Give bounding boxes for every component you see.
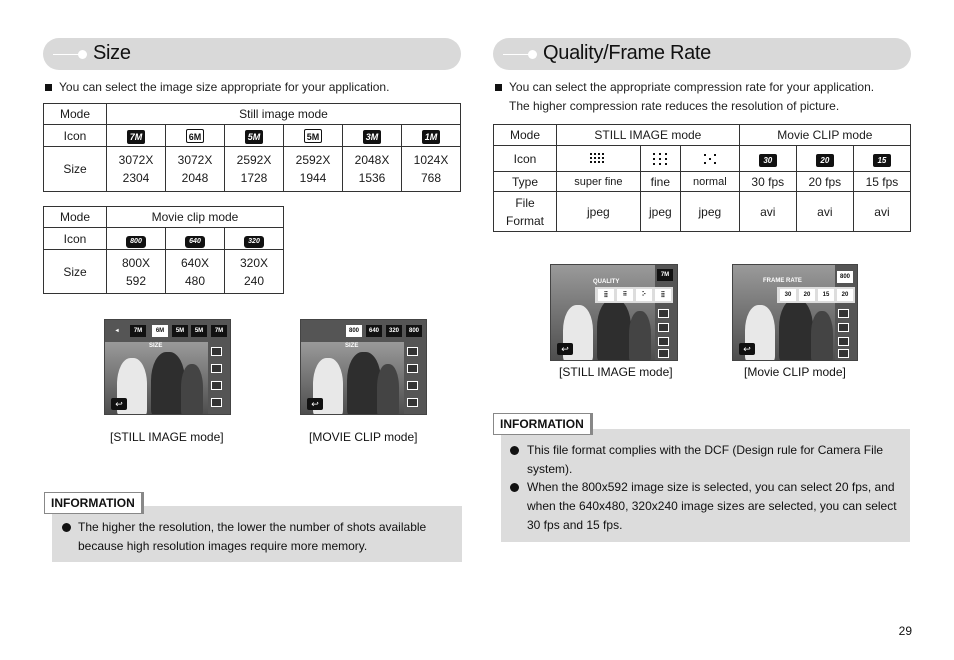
page-title-size: Size <box>93 42 131 64</box>
table-cell: avi <box>853 192 910 232</box>
fine-icon <box>651 152 669 166</box>
movie-800-icon: 800 <box>126 236 146 248</box>
size-height: 768 <box>420 171 442 185</box>
table-row-label: Size <box>44 147 107 192</box>
lcd-person <box>597 299 631 361</box>
table-header: STILL IMAGE mode <box>557 125 740 146</box>
square-bullet-icon <box>495 84 502 91</box>
table-cell: 20 fps <box>796 172 853 192</box>
info-text: When the 800x592 image size is selected, you can select 20 fps, and when the 640x480, 320x240 image sizes are selected, you can select 30 fps and 15 fps. <box>527 480 897 532</box>
table-cell <box>107 250 166 294</box>
size-width: 2592X <box>295 153 331 167</box>
table-cell: 30 fps <box>739 172 796 192</box>
format-label: File <box>515 195 535 210</box>
lcd-option: 320 <box>386 325 402 337</box>
fps-option-icon: 15 <box>818 289 834 301</box>
camera-lcd-size-movie <box>300 319 427 415</box>
table-header: Movie CLIP mode <box>739 125 910 146</box>
normal-option-icon: ⠕ <box>636 289 652 301</box>
lcd-menu-label: SIZE <box>345 343 359 349</box>
lcd-status-icon <box>838 349 849 358</box>
size-height: 2304 <box>122 171 150 185</box>
table-cell: super fine <box>557 172 641 192</box>
lcd-status-icon <box>658 309 669 318</box>
size-height: 592 <box>125 273 147 288</box>
super-fine-option-icon: ⣿ <box>598 289 614 301</box>
size-height: 1728 <box>240 171 268 185</box>
lcd-menu-label: QUALITY <box>593 279 620 285</box>
lcd-person <box>181 364 203 415</box>
info-text: The higher the resolution, the lower the number of shots available because high resolution images require more memory. <box>78 520 427 553</box>
round-bullet-icon <box>62 523 71 532</box>
size-height: 1536 <box>358 171 386 185</box>
lcd-option: 5M <box>191 325 207 337</box>
lcd-person <box>779 299 813 361</box>
camera-lcd-frame-rate-movie <box>732 264 858 361</box>
information-tab: INFORMATION <box>493 413 593 435</box>
movie-size-table <box>43 206 284 294</box>
table-header: Still image mode <box>107 104 461 125</box>
normal-icon <box>701 152 719 166</box>
fine-option-icon: ⠿ <box>617 289 633 301</box>
size-height: 240 <box>243 273 265 288</box>
quality-title-bar <box>493 38 911 70</box>
quality-intro-2: The higher compression rate reduces the resolution of picture. <box>509 99 840 113</box>
title-decoration-line <box>503 54 529 55</box>
size-7m-icon: 7M <box>127 130 145 144</box>
lcd-option-selected: 800 <box>346 325 362 337</box>
table-row-label: Icon <box>44 125 107 147</box>
table-header: Mode <box>494 125 557 146</box>
title-decoration-dot <box>78 50 87 59</box>
lcd-back-icon: ↩ <box>739 343 755 355</box>
table-cell <box>225 147 284 192</box>
size-5m-wide-icon: 5M <box>304 129 322 143</box>
lcd-option: 5M <box>172 325 188 337</box>
size-height: 1944 <box>299 171 327 185</box>
camera-lcd-quality-still <box>550 264 678 361</box>
info-item <box>510 478 902 535</box>
table-row-label: Icon <box>494 146 557 172</box>
lcd-status-icon <box>658 323 669 332</box>
lcd-status-icon <box>211 381 222 390</box>
lcd-back-icon: ↩ <box>557 343 573 355</box>
table-cell: jpeg <box>680 192 739 232</box>
table-row-label: Size <box>44 250 107 294</box>
lcd-badge: 7M <box>657 269 673 281</box>
size-5m-icon: 5M <box>245 130 263 144</box>
size-3m-icon: 3M <box>363 130 381 144</box>
lcd-status-icon <box>211 398 222 407</box>
table-header: Mode <box>44 104 107 125</box>
size-width: 640X <box>180 255 210 270</box>
size-width: 3072X <box>118 153 154 167</box>
table-row-label <box>494 192 557 232</box>
table-cell: avi <box>796 192 853 232</box>
lcd-back-icon: ↩ <box>307 398 323 410</box>
fps-30-icon: 30 <box>759 154 777 167</box>
lcd-status-icon <box>407 381 418 390</box>
caption-movie-clip: [MOVIE CLIP mode] <box>309 430 418 444</box>
lcd-status-icon <box>211 347 222 356</box>
round-bullet-icon <box>510 446 519 455</box>
lcd-option: 640 <box>366 325 382 337</box>
caption-movie-clip: [Movie CLIP mode] <box>744 365 846 379</box>
info-item <box>62 518 447 556</box>
table-cell: normal <box>680 172 739 192</box>
caption-still-image: [STILL IMAGE mode] <box>559 365 673 379</box>
fps-20-icon: 20 <box>816 154 834 167</box>
page-number: 29 <box>898 624 912 638</box>
fps-15-icon: 15 <box>873 154 891 167</box>
caption-still-image: [STILL IMAGE mode] <box>110 430 224 444</box>
still-size-table <box>43 103 461 192</box>
lcd-menu-label: SIZE <box>149 343 163 349</box>
info-item <box>510 441 902 479</box>
size-width: 1024X <box>413 153 449 167</box>
table-cell: jpeg <box>640 192 680 232</box>
lcd-status-icon <box>838 309 849 318</box>
size-width: 3072X <box>177 153 213 167</box>
table-cell <box>343 147 402 192</box>
lcd-option: 800 <box>406 325 422 337</box>
size-width: 800X <box>121 255 151 270</box>
table-header: Movie clip mode <box>107 207 284 228</box>
super-fine-option-icon: ⣿ <box>655 289 671 301</box>
table-cell: 15 fps <box>853 172 910 192</box>
quality-table <box>493 124 911 232</box>
table-cell <box>402 147 461 192</box>
fps-option-icon: 20 <box>799 289 815 301</box>
lcd-option: 7M <box>211 325 227 337</box>
lcd-status-icon <box>838 323 849 332</box>
size-title-bar <box>43 38 461 70</box>
table-row-label: Type <box>494 172 557 192</box>
lcd-back-icon: ↩ <box>111 398 127 410</box>
table-cell <box>225 250 284 294</box>
lcd-person <box>151 352 185 415</box>
round-bullet-icon <box>510 483 519 492</box>
lcd-person <box>347 352 381 415</box>
title-decoration-line <box>53 54 79 55</box>
fps-option-icon: 20 <box>837 289 853 301</box>
size-6m-icon: 6M <box>186 129 204 143</box>
movie-640-icon: 640 <box>185 236 205 248</box>
information-tab: INFORMATION <box>44 492 144 514</box>
format-label: Format <box>505 213 544 228</box>
table-cell <box>107 147 166 192</box>
lcd-person <box>377 364 399 415</box>
lcd-option-selected: 6M <box>152 325 168 337</box>
page-title-quality: Quality/Frame Rate <box>543 42 711 64</box>
lcd-status-icon <box>658 349 669 358</box>
lcd-status-icon <box>407 364 418 373</box>
table-header: Mode <box>44 207 107 228</box>
lcd-status-icon <box>211 364 222 373</box>
size-width: 2048X <box>354 153 390 167</box>
table-cell: jpeg <box>557 192 641 232</box>
size-intro: You can select the image size appropriate for your application. <box>59 80 390 94</box>
table-cell <box>284 147 343 192</box>
size-height: 480 <box>184 273 206 288</box>
table-cell: avi <box>739 192 796 232</box>
lcd-status-icon <box>838 337 849 346</box>
square-bullet-icon <box>45 84 52 91</box>
lcd-status-icon <box>658 337 669 346</box>
title-decoration-dot <box>528 50 537 59</box>
quality-intro-1: You can select the appropriate compression rate for your application. <box>509 80 875 94</box>
camera-lcd-size-still <box>104 319 231 415</box>
lcd-menu-label: FRAME RATE <box>763 278 802 284</box>
lcd-badge: 800 <box>837 271 853 283</box>
lcd-status-icon <box>407 398 418 407</box>
lcd-status-icon <box>407 347 418 356</box>
table-cell: fine <box>640 172 680 192</box>
size-width: 320X <box>239 255 269 270</box>
size-height: 2048 <box>181 171 209 185</box>
size-width: 2592X <box>236 153 272 167</box>
info-text: This file format complies with the DCF (Design rule for Camera File system). <box>527 443 884 476</box>
lcd-person <box>811 311 833 361</box>
fps-option-icon: 30 <box>780 289 796 301</box>
table-cell <box>166 250 225 294</box>
size-1m-icon: 1M <box>422 130 440 144</box>
movie-320-icon: 320 <box>244 236 264 248</box>
lcd-person <box>629 311 651 361</box>
super-fine-icon <box>589 152 607 166</box>
lcd-option: ◂ <box>109 325 125 337</box>
table-cell <box>166 147 225 192</box>
table-row-label: Icon <box>44 228 107 250</box>
lcd-option: 7M <box>130 325 146 337</box>
